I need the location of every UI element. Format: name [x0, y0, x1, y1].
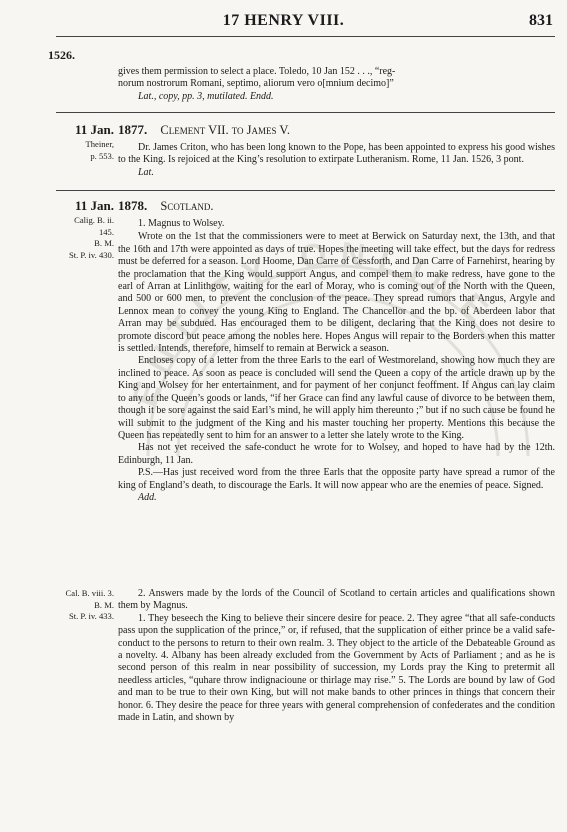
running-title: 17 HENRY VIII. [222, 12, 345, 29]
margin-year: 1526. [48, 48, 75, 62]
entry-1878-paragraph-2: Encloses copy of a letter from the three Earls to the earl of Westmoreland, showing how much they are inclined to peace. As soon as peace is concluded will send the Queen a copy of the article drawn up by the King and Wolsey for her entertainment, and for payment of her conjunct feoffment. If Angus can lay claim to any of the Queen’s goods or lands, “if her Grace can find any lawful cause of divorce to be between them, though it be sore against the said Earl’s mind, he will apply him thereunto ;” but if no such cause be found he will submit to the judgment of the King and his master touching her property. Mentions this because the Queen has repeatedly sent to him for an answer to a letter she lately wrote to the King. [118, 355, 555, 441]
entry-1878-paragraph-1: Wrote on the 1st that the commissioners were to meet at Berwick on Saturday next, the 13th, and that the 16th and 17th were appointed as days of true. Hopes the meeting will take effect, but the days for redress must be deferred for a season. Lord Hoome, Dan Carre of Cessforth, and Dan Carre of Farnehirst, hearing by the proclamation that the King would support Angus, and compel them to make redress, have gone to the earl of Arran at Linlithgow, waiting for the earl of Moray, who is coming out of the North with the Queen, and 500 or 600 men, to prevent the conclusion of the peace. They spread rumors that Angus, Argyle and Lennox mean to convey the young King to England. The Chancellor and the bp. of Aberdeen labor that Arran may be subdued. Has encouraged them to be diligent, declaring that the King does not desire to promote discord but peace among the nobles here. Hopes Angus will repair to the Borders when this matter is settled. Intends, therefore, himself to remain at Berwick a season. [118, 231, 555, 355]
entry-1877-title: Clement VII. to James V. [160, 123, 290, 137]
continuation-text [118, 66, 555, 103]
svg-text:ENTITY ONLINE: ENTITY ONLINE [124, 235, 504, 412]
entry-1878-number: 1878. [118, 198, 148, 213]
entry-1878-paragraph-5: 2. Answers made by the lords of the Council of Scotland to certain articles and qualifications shown them by Magnus. [118, 588, 555, 612]
entry-1877-date: 11 Jan. [74, 122, 114, 137]
continuation-line-2: norum nostrorum Romani, septimo, aliorum vero o[mnium decimo]” [118, 78, 394, 90]
entry-1877 [118, 122, 555, 179]
entry-1877-margin [48, 122, 114, 162]
entry-1878-ref-4: St. P. iv. 430. [68, 249, 114, 260]
entry-1878-date: 11 Jan. [74, 198, 114, 213]
entry-1877-number: 1877. [118, 122, 148, 137]
entry-1878-postscript: P.S.—Has just received word from the three Earls that the opposite party have spread a rumor of the king of England’s death, to discourage the Earls. It will now appear who are the enemies of peace. Signed. [118, 467, 555, 491]
entry-1878-heading [118, 198, 555, 214]
entry-1878-margin [48, 198, 114, 261]
entry-1878-margin-2 [48, 588, 114, 623]
entry-1878-title: Scotland. [160, 199, 214, 213]
entry-1878-paragraph-3: Has not yet received the safe-conduct he wrote for to Wolsey, and hoped to have had by the 12th. Edinburgh, 11 Jan. [118, 442, 555, 466]
entry-1877-heading [118, 122, 555, 138]
entry-1877-note: Lat. [138, 166, 154, 178]
section-rule-2 [56, 190, 555, 191]
entry-1878-subtitle: 1. Magnus to Wolsey. [138, 218, 225, 229]
entry-1878-part-2 [118, 588, 555, 724]
continuation-line-1: gives them permission to select a place. Toledo, 10 Jan 152 . . ., “reg- [118, 66, 396, 77]
entry-1877-ref-2: p. 553. [90, 150, 114, 161]
section-rule-1 [56, 112, 555, 113]
entry-1878-ref-7: St. P. iv. 433. [68, 611, 114, 621]
entry-1877-ref-1: Theiner, [85, 139, 114, 149]
entry-1878 [118, 198, 555, 504]
entry-1878-note: Add. [138, 491, 157, 503]
page-number: 831 [529, 12, 553, 29]
entry-1878-ref-2: 145. [98, 226, 114, 237]
entry-1878-ref-5: Cal. B. viii. 3. [65, 588, 114, 598]
header-rule [56, 36, 555, 37]
entry-1877-text: Dr. James Criton, who has been long known to the Pope, has been appointed to express his good wishes to the King. Is rejoiced at the King’s resolution to extirpate Lutheranism. Rome, 11 Jan. 1526, 3 pont. [118, 142, 555, 166]
entry-1878-ref-1: Calig. B. ii. [74, 215, 114, 225]
entry-1878-ref-6: B. M. [94, 599, 114, 610]
continuation-note: Lat., copy, pp. 3, mutilated. Endd. [138, 90, 274, 102]
entry-1878-paragraph-6: 1. They beseech the King to believe their sincere desire for peace. 2. They agree “that all safe-conducts pass upon the supplication of the prince,” or, if refused, that the supplication of either prince be a valid safe-conduct to the persons to return to their own realm. 3. They object to the article of the Debateable Ground as a novelty. 4. Albany has been already excluded from the Government by Acts of Parliament ; and as he is second person of this realm in near possibility of succession, my Lords pray the King to pretermit all needless articles, “quhare throw indignacioune or thirlage may rise.” 5. The Lords are bound by law of God and man to be true to their own King, but will not make bands to other princes in things that concern their honor. 6. They desire the peace for three years with general comprehension of confederates and the condition made in Latin, and shown by [118, 612, 555, 724]
entry-1878-ref-3: B. M. [94, 238, 114, 248]
page-header [0, 9, 567, 33]
